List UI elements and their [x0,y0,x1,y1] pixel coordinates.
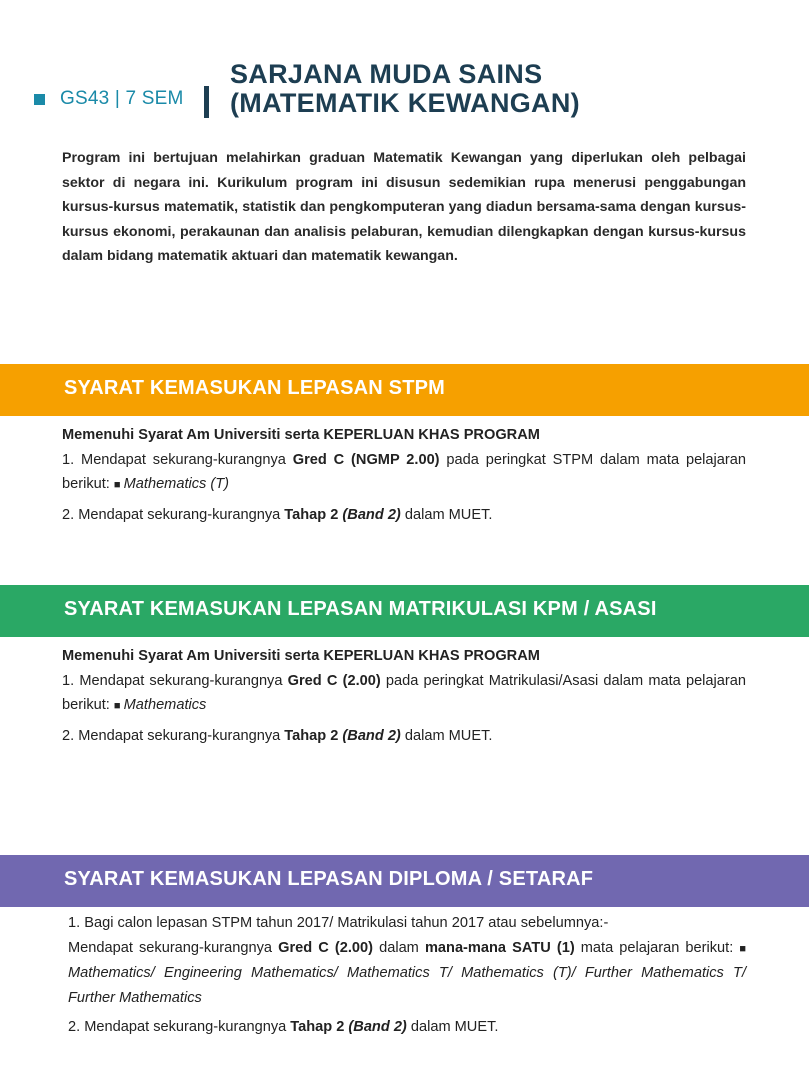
diploma-heading: SYARAT KEMASUKAN LEPASAN DIPLOMA / SETARAF [64,868,594,890]
bullet-icon: ■ [739,942,747,955]
level-text: Tahap 2 [284,727,343,744]
text: mata pelajaran berikut: [574,939,740,956]
diploma-requirements [68,911,746,1040]
text: 1. Mendapat sekurang-kurangnya [62,672,288,689]
stpm-heading-band [0,364,809,416]
text: dalam MUET. [406,1019,499,1035]
diploma-heading-band [0,855,809,907]
stpm-requirement-1 [62,448,746,498]
text: 1. Mendapat sekurang-kurangnya [62,451,293,468]
text: pada peringkat Matrikulasi/Asasi dalam mata pelajaran berikut: [62,672,746,713]
text: 2. Mendapat sekurang-kurangnya [62,727,285,744]
text: Mendapat sekurang-kurangnya [68,939,279,956]
text: 2. Mendapat sekurang-kurangnya [68,1019,291,1035]
band-text: (Band 2) [342,727,401,744]
bullet-square-icon [34,94,45,105]
level-text: Tahap 2 [290,1019,349,1035]
text: 2. Mendapat sekurang-kurangnya [62,506,285,523]
program-header [34,56,774,126]
matrik-heading-band [0,585,809,637]
divider-bar [204,86,209,118]
diploma-requirement-1-intro: 1. Bagi calon lepasan STPM tahun 2017/ Matrikulasi tahun 2017 atau sebelumnya:- [68,915,609,931]
matrik-requirements [62,644,746,748]
text: dalam MUET. [400,506,493,523]
level-text: Tahap 2 [284,506,343,523]
text: dalam MUET. [400,727,493,744]
program-title-line2: (MATEMATIK KEWANGAN) [230,88,580,118]
grade-text: Gred C (NGMP 2.00) [292,451,440,468]
bullet-icon: ■ [113,479,124,491]
text: dalam [373,939,425,956]
stpm-requirement-2 [62,503,746,528]
text: pada peringkat STPM dalam mata pelajaran berikut: [62,451,746,492]
band-text: (Band 2) [342,506,401,523]
program-title [230,60,580,118]
subject-count-text: mana-mana SATU (1) [424,939,575,956]
diploma-requirement-1 [68,936,746,1011]
program-title-line1: SARJANA MUDA SAINS [230,59,543,89]
program-description: Program ini bertujuan melahirkan graduan Matematik Kewangan yang diperlukan oleh pelbagai sektor di negara ini. Kurikulum program ini disusun sedemikian rupa menerusi penggabungan kursus-kursus matematik, statistik dan pengkomputeran yang diadun bersama-sama dengan kursus-kursus ekonomi, perakaunan dan analisis pelaburan, kemudian dilengkapkan dengan kursus-kursus dalam bidang matematik aktuari dan matematik kewangan. [62,150,746,264]
subject-text: Mathematics (T) [123,476,230,492]
diploma-requirement-2 [68,1015,746,1040]
matrik-general-requirement: Memenuhi Syarat Am Universiti serta KEPERLUAN KHAS PROGRAM [62,648,540,664]
stpm-heading: SYARAT KEMASUKAN LEPASAN STPM [64,377,446,399]
grade-text: Gred C (2.00) [278,939,374,956]
matrik-heading: SYARAT KEMASUKAN LEPASAN MATRIKULASI KPM / ASASI [64,598,657,620]
subjects-text: Mathematics/ Engineering Mathematics/ Mathematics T/ Mathematics (T)/ Further Mathematics T/ Further Mathematics [68,965,746,1006]
grade-text: Gred C (2.00) [287,672,381,689]
subject-text: Mathematics [123,697,207,713]
bullet-icon: ■ [113,700,124,712]
matrik-requirement-1 [62,669,746,719]
program-code: GS43 | 7 SEM [60,88,184,109]
matrik-requirement-2 [62,724,746,749]
stpm-requirements [62,423,746,527]
band-text: (Band 2) [348,1019,407,1035]
stpm-general-requirement: Memenuhi Syarat Am Universiti serta KEPERLUAN KHAS PROGRAM [62,427,540,443]
